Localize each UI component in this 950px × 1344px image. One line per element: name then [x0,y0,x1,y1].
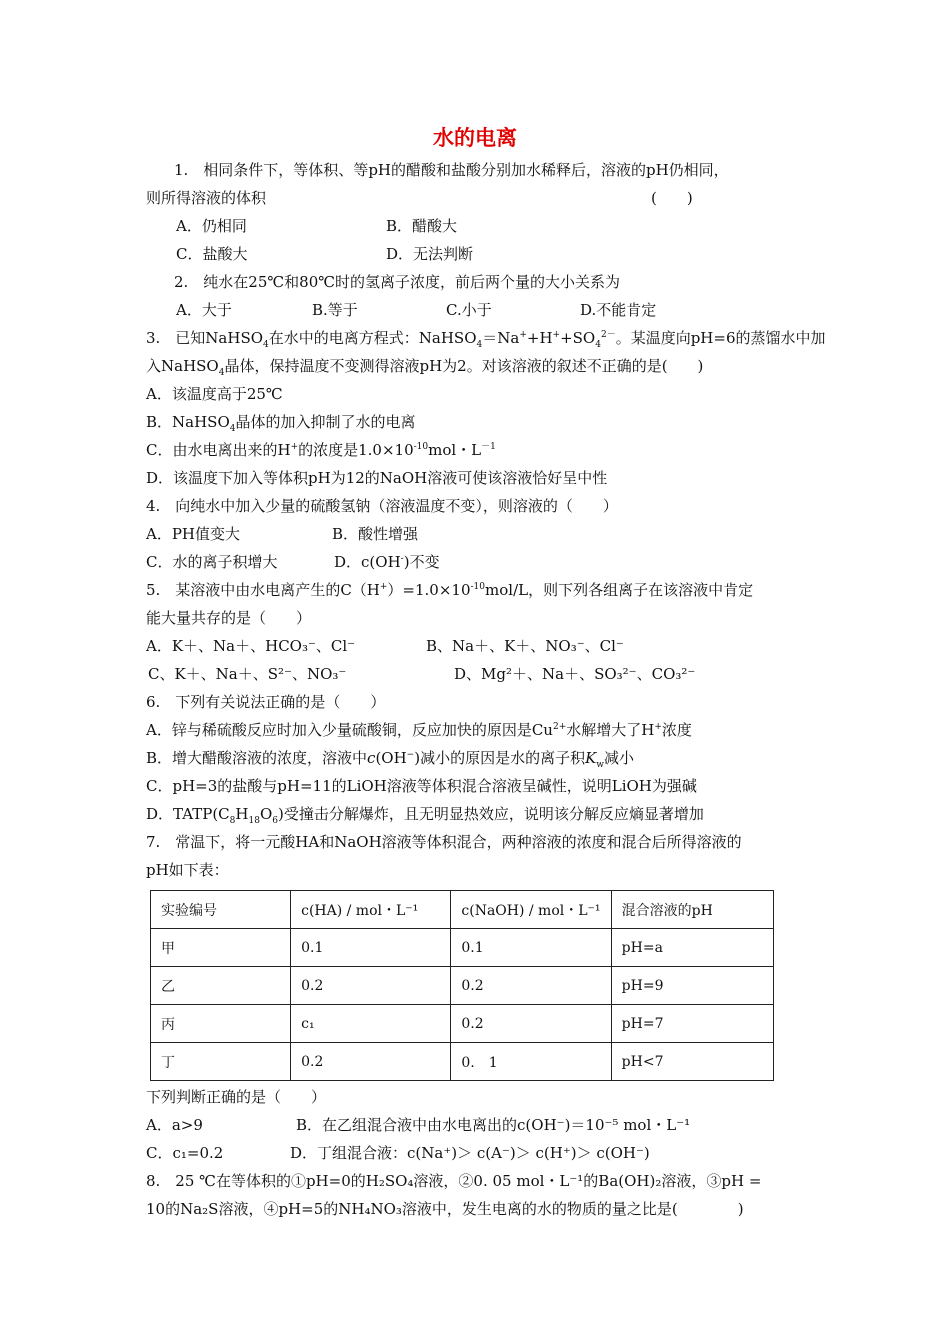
q7-option-d: D．丁组混合液：c(Na⁺)＞ c(A⁻)＞ c(H⁺)＞ c(OH⁻) [290,1144,650,1162]
table-cell: 0.2 [451,967,611,1005]
q7-stem-line1: 7. 常温下，将一元酸HA和NaOH溶液等体积混合，两种溶液的浓度和混合后所得溶液的 [146,833,742,851]
q5-stem-line2: 能大量共存的是（ ） [146,609,312,627]
q7-options-row2 [146,1139,806,1167]
q8-stem-line2: 10的Na₂S溶液，④pH=5的NH₄NO₃溶液中，发生电离的水的物质的量之比是( ) [146,1200,744,1218]
table-cell: pH=9 [611,967,773,1005]
q3-option-c: C．由水电离出来的H+的浓度是$1.0\times 10^{-10}mol$・$L^{-1}$ [146,441,496,459]
q5-options-row1 [146,632,806,660]
q3-stem-line1: 3. 已知NaHSO$_4$在水中的电离方程式：$NaHSO_4=Na^++H^++SO_4^{2-}$。某温度向pH=6的蒸馏水中加 [146,329,826,350]
q3-option-d: D．该温度下加入等体积pH为12的NaOH溶液可使该溶液恰好呈中性 [146,469,608,487]
table-cell: pH=a [611,929,773,967]
q4-options-row1 [146,520,806,548]
q2-option-a: A．大于 [176,301,232,319]
q1-answer-bracket: ( ) [651,189,693,207]
table-cell: 乙 [151,967,291,1005]
q4-option-a: A．PH值变大 [146,525,241,543]
q7-judgement-prompt: 下列判断正确的是（ ） [146,1088,327,1106]
table-header-cell: c(HA) / mol・L⁻¹ [291,891,451,929]
q7-stem-line2: pH如下表： [146,861,229,879]
table-row [151,1005,774,1043]
q1-stem-text: 则所得溶液的体积 [146,189,267,207]
q1-option-a: A．仍相同 [176,217,247,235]
q5-stem-line1: 5. 某溶液中由水电离产生的$C(H^+)=1.0\times 10^{-10}mol/L$，则下列各组离子在该溶液中肯定 [146,581,754,599]
q5-options-row2 [146,660,806,688]
table-row [151,967,774,1005]
table-header-cell: c(NaOH) / mol・L⁻¹ [451,891,611,929]
q2-option-d: D.不能肯定 [580,301,657,319]
table-cell: 甲 [151,929,291,967]
q6-option-b: B．增大醋酸溶液的浓度，溶液中c(OH−)减小的原因是水的离子积$K_w$减小 [146,749,635,770]
table-cell: 丁 [151,1043,291,1081]
q7-option-c: C．c₁=0.2 [146,1144,224,1162]
q2-options [146,296,806,324]
q2-option-b: B.等于 [312,301,358,319]
q5-option-b: B、Na＋、K＋、NO₃⁻、Cl⁻ [426,637,624,655]
q1-stem-line1: 1. 相同条件下，等体积、等pH的醋酸和盐酸分别加水稀释后，溶液的pH仍相同， [174,161,729,179]
q1-option-b: B．醋酸大 [386,217,458,235]
q4-option-d: D．c(OH-)不变 [334,553,440,571]
q1-options-row1 [146,212,806,240]
table-cell: c₁ [291,1005,451,1043]
table-cell: 0. 1 [451,1043,611,1081]
q6-stem: 6. 下列有关说法正确的是（ ） [146,693,386,711]
table-cell: 0.2 [451,1005,611,1043]
table-header-cell: 实验编号 [151,891,291,929]
q6-option-c: C．pH=3的盐酸与pH=11的LiOH溶液等体积混合溶液呈碱性，说明LiOH为强碱 [146,777,697,795]
q1-stem-line2 [146,184,806,212]
q6-option-a: A．锌与稀硫酸反应时加入少量硫酸铜，反应加快的原因是$Cu^{2+}$水解增大了H+浓度 [146,721,692,739]
q7-options-row1 [146,1111,806,1139]
q7-option-b: B．在乙组混合液中由水电离出的c(OH⁻)＝10⁻⁵ mol・L⁻¹ [296,1116,691,1134]
table-cell: pH<7 [611,1043,773,1081]
q1-option-c: C．盐酸大 [176,245,248,263]
table-header-row [151,891,774,929]
q1-option-d: D．无法判断 [386,245,474,263]
q4-stem: 4. 向纯水中加入少量的硫酸氢钠（溶液温度不变），则溶液的（ ） [146,497,618,515]
q2-option-c: C.小于 [446,301,492,319]
q5-option-c: C、K＋、Na＋、S²⁻、NO₃⁻ [148,665,347,683]
q1-options-row2 [146,240,806,268]
q3-stem-line2: 入NaHSO$_4$晶体，保持温度不变测得溶液pH为2。对该溶液的叙述不正确的是( ) [146,357,704,378]
worksheet-body [146,156,826,1223]
q7-option-a: A．a>9 [146,1116,203,1134]
q7-data-table [150,890,774,1081]
table-cell: pH=7 [611,1005,773,1043]
q2-stem: 2. 纯水在25℃和80℃时的氢离子浓度，前后两个量的大小关系为 [174,273,621,291]
q5-option-a: A．K＋、Na＋、HCO₃⁻、Cl⁻ [146,637,356,655]
q8-stem-line1: 8. 25 ℃在等体积的①pH=0的H₂SO₄溶液，②0. 05 mol・L⁻¹的Ba(OH)₂溶液，③pH = [146,1172,762,1190]
q4-option-c: C．水的离子积增大 [146,553,278,571]
table-cell: 0.2 [291,967,451,1005]
q3-option-a: A．该温度高于25℃ [146,385,283,403]
q6-option-d: D．$TATP(C_8H_{18}O_6)$受撞击分解爆炸，且无明显热效应，说明该分解反应熵显著增加 [146,805,704,826]
page-title: 水的电离 [433,126,517,150]
q5-option-d: D、Mg²＋、Na＋、SO₃²⁻、CO₃²⁻ [454,665,696,683]
q3-option-b: B．NaHSO$_4$晶体的加入抑制了水的电离 [146,413,416,434]
table-cell: 0.1 [291,929,451,967]
q4-option-b: B．酸性增强 [332,525,419,543]
table-row [151,929,774,967]
table-header-cell: 混合溶液的pH [611,891,773,929]
q4-options-row2 [146,548,806,576]
table-cell: 0.1 [451,929,611,967]
table-cell: 0.2 [291,1043,451,1081]
table-cell: 丙 [151,1005,291,1043]
table-row [151,1043,774,1081]
